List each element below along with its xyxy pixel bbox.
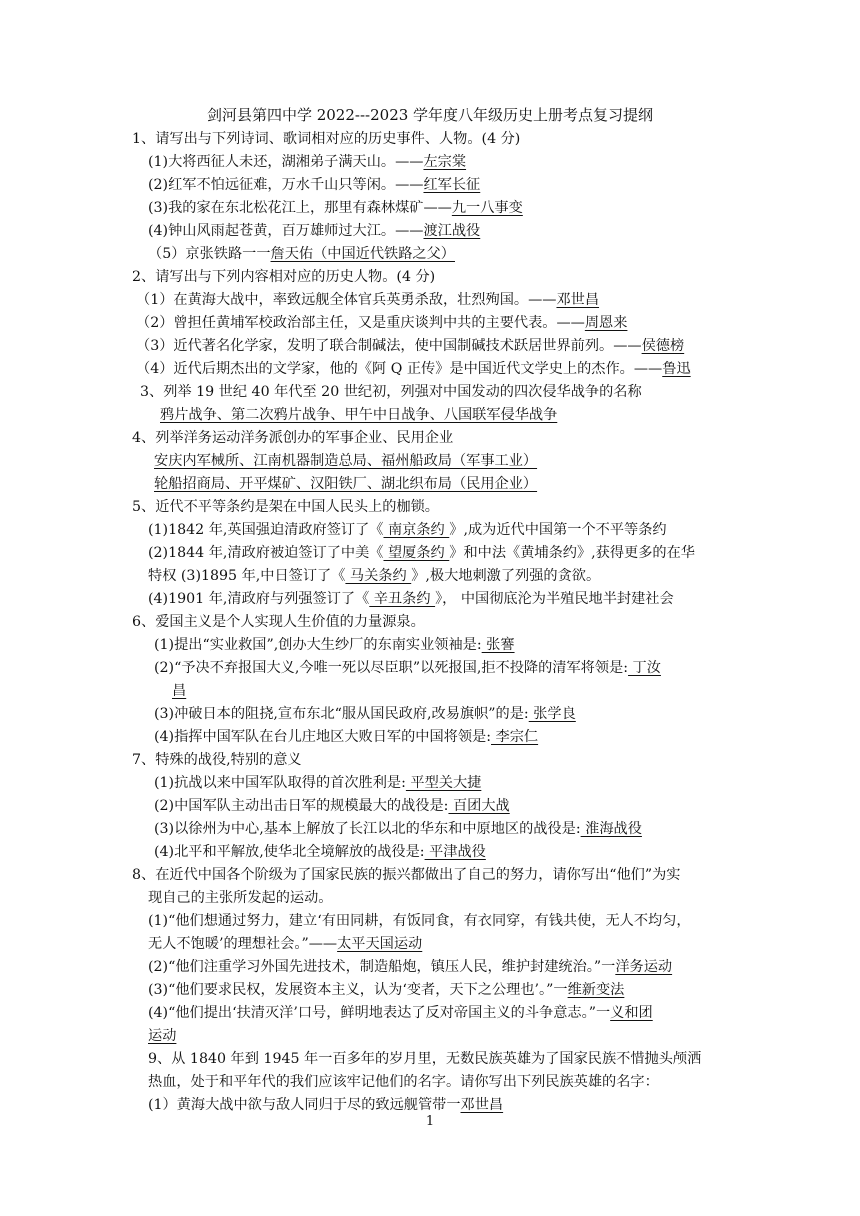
q8-item-1-cont: 无人不饱暖’的理想社会。”——太平天国运动 [148,936,423,952]
q5-item-1: (1)1842 年,英国强迫清政府签订了《 南京条约 》,成为近代中国第一个不平等条约 [148,522,667,538]
q1-item-1: (1)大将西征人未还，湖湘弟子满天山。——左宗棠 [148,154,467,170]
q8-item-3: (3)“他们要求民权，发展资本主义，认为‘变者，天下之公理也’。”一维新变法 [148,982,625,998]
answer: 侯德榜 [641,338,685,354]
answer: 左宗棠 [423,154,467,170]
answer: 九一八事变 [451,200,523,216]
q7-item-3: (3)以徐州为中心,基本上解放了长江以北的华东和中原地区的战役是: 淮海战役 [154,821,642,837]
q6-item-1: (1)提出“实业救国”,创办大生纱厂的东南实业领袖是: 张謇 [154,637,515,653]
answer: 义和团 [610,1005,653,1021]
heading-q4: 4、列举洋务运动洋务派创办的军事企业、民用企业 [132,430,454,446]
q1-item-5: （5）京张铁路一一詹天佑（中国近代铁路之父） [148,246,455,262]
q9-item-1: (1）黄海大战中欲与敌人同归于尽的致远舰管带一邓世昌 [148,1097,504,1113]
q7-item-4: (4)北平和平解放,使华北全境解放的战役是: 平津战役 [154,844,486,860]
answer: 洋务运动 [615,959,673,975]
answer: 红军长征 [423,177,481,193]
q6-item-3: (3)冲破日本的阻挠,宣布东北“服从国民政府,改易旗帜”的是: 张学良 [154,706,576,722]
q7-item-1: (1)抗战以来中国军队取得的首次胜利是: 平型关大捷 [154,775,482,791]
q4-answer-military [132,450,732,473]
q1-item-2: (2)红军不怕远征难，万水千山只等闲。——红军长征 [148,177,481,193]
answer: 李宗仁 [491,729,539,745]
heading-q3: 3、列举 19 世纪 40 年代至 20 世纪初，列强对中国发动的四次侵华战争的名称 [140,384,642,400]
q8-item-4: (4)“他们提出‘扶清灭洋’口号，鲜明地表达了反对帝国主义的斗争意志。”一义和团 [148,1005,653,1021]
q2-item-2: （2）曾担任黄埔军校政治部主任，又是重庆谈判中共的主要代表。——周恩来 [136,315,628,331]
heading-q8-cont: 现自己的主张所发起的运动。 [148,890,333,906]
answer: 望厦条约 [383,545,450,561]
heading-q5: 5、近代不平等条约是架在中国人民头上的枷锁。 [132,499,439,515]
answer: 张謇 [481,637,515,653]
heading-q1: 1、请写出与下列诗词、歌词相对应的历史事件、人物。(4 分) [132,131,521,147]
answer: 鲁迅 [662,361,691,377]
q4-answer-civil [132,473,732,496]
answer: 淮海战役 [580,821,642,837]
heading-q8: 8、在近代中国各个阶级为了国家民族的振兴都做出了自己的努力，请你写出“他们”为实 [132,867,681,883]
q8-item-1: (1)“他们想通过努力，建立‘有田同耕，有饭同食，有衣同穿，有钱共使，无人不均匀， [148,913,691,929]
q7-item-2: (2)中国军队主动出击日军的规模最大的战役是: 百团大战 [154,798,510,814]
q1-item-4: (4)钟山风雨起苍黄，百万雄师过大江。——渡江战役 [148,223,481,239]
answer: 詹天佑（中国近代铁路之父） [270,246,455,262]
answer: 周恩来 [584,315,628,331]
q5-item-3: 特权 (3)1895 年,中日签订了《 马关条约 》,极大地刺激了列强的贪欲。 [148,568,601,584]
answer: 鸦片战争、第二次鸦片战争、甲午中日战争、八国联军侵华战争 [160,407,558,423]
q2-item-3: （3）近代著名化学家，发明了联合制碱法，使中国制碱技术跃居世界前列。——侯德榜 [136,338,685,354]
answer: 邓世昌 [460,1097,504,1113]
q6-item-2-cont [132,680,732,703]
q5-item-4: (4)1901 年,清政府与列强签订了《 辛丑条约 》， 中国彻底沦为半殖民地半封建社会 [148,591,674,607]
heading-q9: 9、从 1840 年到 1945 年一百多年的岁月里，无数民族英雄为了国家民族不惜抛头颅洒 [148,1051,702,1067]
q5-item-2: (2)1844 年,清政府被迫签订了中美《 望厦条约 》和中法《黄埔条约》,获得更多的在华 [148,545,695,561]
answer: 丁汝 [628,660,661,676]
q2-item-1: （1）在黄海大战中，率致远舰全体官兵英勇杀敌，壮烈殉国。——邓世昌 [136,292,600,308]
answer: 南京条约 [383,522,450,538]
answer: 辛丑条约 [369,591,436,607]
answer: 平津战役 [424,844,486,860]
answer: 运动 [148,1028,177,1044]
document-title: 剑河县第四中学 2022---2023 学年度八年级历史上册考点复习提纲 [206,106,654,124]
q2-item-4: （4）近代后期杰出的文学家，他的《阿 Q 正传》是中国近代文学史上的杰作。——鲁迅 [136,361,691,377]
heading-q6: 6、爱国主义是个人实现人生价值的力量源泉。 [132,614,425,630]
answer: 昌 [172,683,187,699]
answer: 百团大战 [448,798,510,814]
answer: 邓世昌 [556,292,600,308]
heading-q2: 2、请写出与下列内容相对应的历史人物。(4 分) [132,269,436,285]
answer: 平型关大捷 [405,775,482,791]
answer: 张学良 [528,706,576,722]
answer: 维新变法 [567,982,625,998]
heading-q9-cont: 热血，处于和平年代的我们应该牢记他们的名字。请你写出下列民族英雄的名字： [148,1074,659,1090]
answer: 轮船招商局、开平煤矿、汉阳铁厂、湖北织布局（民用企业） [154,476,538,492]
q6-item-2: (2)“予决不弃报国大义,今唯一死以尽臣职”以死报国,拒不投降的清军将领是: 丁汝 [154,660,661,676]
document-body [132,128,732,1117]
q8-item-4-cont [132,1025,732,1048]
answer: 渡江战役 [423,223,481,239]
q3-answer [132,404,732,427]
q1-item-3: (3)我的家在东北松花江上，那里有森林煤矿——九一八事变 [148,200,523,216]
answer: 太平天国运动 [337,936,423,952]
q6-item-4: (4)指挥中国军队在台儿庄地区大败日军的中国将领是: 李宗仁 [154,729,539,745]
answer: 安庆内军械所、江南机器制造总局、福州船政局（军事工业） [154,453,538,469]
page-number: 1 [425,1114,435,1129]
heading-q7: 7、特殊的战役,特别的意义 [132,752,302,768]
q8-item-2: (2)“他们注重学习外国先进技术，制造船炮，镇压人民，维护封建统治。”一洋务运动 [148,959,673,975]
answer: 马关条约 [345,568,412,584]
